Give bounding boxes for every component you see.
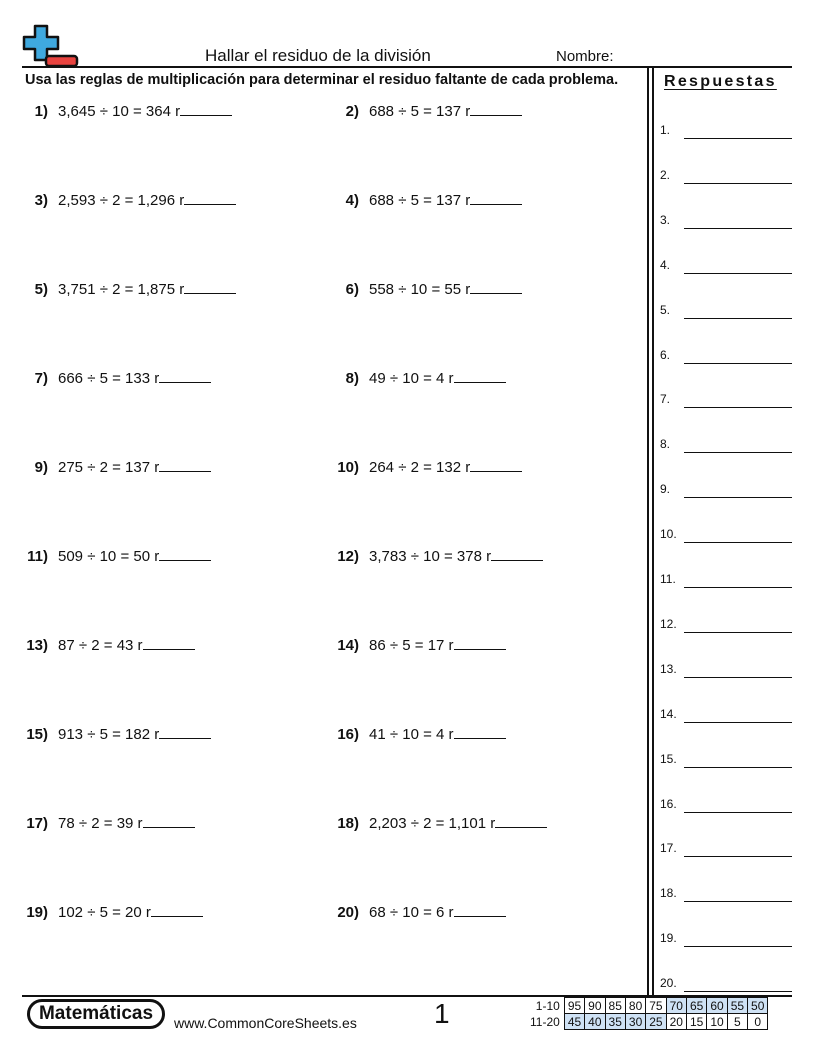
answer-line[interactable] [684,183,792,184]
answer-label: 7. [660,392,671,407]
answer-row [660,436,792,453]
score-cell: 5 [727,1014,747,1030]
problem-item [24,368,211,387]
score-row [527,1014,768,1030]
score-table [527,997,768,1030]
problem-expression: 102 ÷ 5 = 20 r [58,904,151,921]
remainder-blank[interactable] [143,635,195,650]
remainder-blank[interactable] [454,635,506,650]
score-cell: 95 [564,998,584,1014]
answer-row [660,975,792,992]
problem-item [24,813,195,832]
problem-item [335,546,543,565]
score-cell: 40 [585,1014,605,1030]
problem-number: 1) [34,103,48,120]
remainder-blank[interactable] [470,101,522,116]
answer-line[interactable] [684,542,792,543]
score-cell: 90 [585,998,605,1014]
problem-number: 5) [34,281,48,298]
answer-column-divider [647,66,649,996]
problem-item [335,190,522,209]
answer-label: 6. [660,347,671,362]
problem-item [24,902,203,921]
problem-number: 13) [26,637,48,654]
answer-line[interactable] [684,856,792,857]
top-divider [22,66,792,68]
score-cell: 70 [666,998,686,1014]
answers-title: Respuestas [664,73,777,90]
answer-line[interactable] [684,991,792,992]
brand-badge: Matemáticas [27,999,165,1029]
answer-row [660,212,792,229]
problem-number: 20) [337,904,359,921]
problem-expression: 509 ÷ 10 = 50 r [58,548,160,565]
answer-row [660,481,792,498]
problem-expression: 2,203 ÷ 2 = 1,101 r [369,815,496,832]
answer-column-divider [652,66,654,996]
answer-row [660,347,792,364]
instructions: Usa las reglas de multiplicación para determinar el residuo faltante de cada problema. [25,72,619,88]
answer-label: 11. [660,572,676,586]
answer-label: 3. [660,212,671,227]
answer-row [660,885,792,902]
answer-label: 14. [660,706,677,721]
answer-label: 5. [660,302,671,317]
score-cell: 80 [625,998,645,1014]
answer-label: 15. [660,751,677,766]
score-cell: 10 [707,1014,727,1030]
problem-number: 19) [26,904,48,921]
problem-expression: 3,783 ÷ 10 = 378 r [369,548,492,565]
remainder-blank[interactable] [159,724,211,739]
answer-row [660,796,792,813]
remainder-blank[interactable] [159,457,211,472]
answer-label: 2. [660,167,671,182]
score-row-label: 1-10 [535,998,560,1013]
problem-expression: 558 ÷ 10 = 55 r [369,281,471,298]
answer-line[interactable] [684,497,792,498]
problem-item [24,546,211,565]
answer-label: 4. [660,257,671,272]
problem-number: 4) [345,192,359,209]
problem-expression: 87 ÷ 2 = 43 r [58,637,143,654]
answer-label: 12. [660,616,677,631]
score-cell: 55 [727,998,747,1014]
problem-expression: 2,593 ÷ 2 = 1,296 r [58,192,185,209]
answer-label: 19. [660,931,677,946]
score-cell: 0 [748,1014,768,1030]
problem-item [24,724,211,743]
problem-item [24,279,236,298]
remainder-blank[interactable] [151,902,203,917]
problem-item [24,101,232,120]
answer-line[interactable] [684,407,792,408]
remainder-blank[interactable] [184,279,236,294]
problem-expression: 688 ÷ 5 = 137 r [369,103,471,120]
score-cell: 20 [666,1014,686,1030]
answer-row [660,571,792,588]
problem-item [335,279,522,298]
problem-number: 10) [337,459,359,476]
problem-expression: 78 ÷ 2 = 39 r [58,815,143,832]
problem-number: 2) [345,103,359,120]
problem-expression: 688 ÷ 5 = 137 r [369,192,471,209]
problem-number: 17) [26,815,48,832]
remainder-blank[interactable] [454,724,506,739]
answer-label: 17. [660,841,677,856]
remainder-blank[interactable] [470,457,522,472]
answer-label: 13. [660,661,677,676]
answer-label: 9. [660,482,671,497]
problem-expression: 275 ÷ 2 = 137 r [58,459,160,476]
problem-item [335,635,506,654]
remainder-blank[interactable] [470,190,522,205]
problem-expression: 666 ÷ 5 = 133 r [58,370,160,387]
problem-number: 7) [34,370,48,387]
answer-line[interactable] [684,767,792,768]
answer-label: 18. [660,886,677,901]
answer-line[interactable] [684,318,792,319]
problem-item [335,101,522,120]
answer-line[interactable] [684,138,792,139]
remainder-blank[interactable] [491,546,543,561]
answer-label: 16. [660,796,677,811]
answer-row [660,257,792,274]
problem-expression: 86 ÷ 5 = 17 r [369,637,454,654]
remainder-blank[interactable] [143,813,195,828]
remainder-blank[interactable] [184,190,236,205]
remainder-blank[interactable] [470,279,522,294]
problem-expression: 913 ÷ 5 = 182 r [58,726,160,743]
problem-number: 3) [34,192,48,209]
answer-row [660,706,792,723]
problem-expression: 264 ÷ 2 = 132 r [369,459,471,476]
page-number: 1 [434,998,450,1029]
score-cell: 30 [625,1014,645,1030]
problem-expression: 3,751 ÷ 2 = 1,875 r [58,281,185,298]
answer-label: 10. [660,527,677,542]
score-cell: 25 [646,1014,666,1030]
answer-line[interactable] [684,677,792,678]
remainder-blank[interactable] [180,101,232,116]
remainder-blank[interactable] [159,368,211,383]
answer-line[interactable] [684,901,792,902]
remainder-blank[interactable] [454,368,506,383]
remainder-blank[interactable] [159,546,211,561]
worksheet-title: Hallar el residuo de la división [205,46,431,65]
problem-item [24,457,211,476]
problem-number: 14) [337,637,359,654]
answer-line[interactable] [684,452,792,453]
plus-minus-logo-icon [22,24,80,68]
answer-line[interactable] [684,228,792,229]
problem-number: 15) [26,726,48,743]
answer-row [660,661,792,678]
problem-number: 12) [337,548,359,565]
problem-number: 16) [337,726,359,743]
name-label: Nombre: [556,48,614,65]
problem-number: 8) [345,370,359,387]
answer-label: 20. [660,976,677,991]
answer-row [660,751,792,768]
problem-number: 18) [337,815,359,832]
problem-expression: 41 ÷ 10 = 4 r [369,726,454,743]
problem-number: 11) [27,548,48,565]
answer-row [660,616,792,633]
problem-item [335,902,506,921]
problem-expression: 49 ÷ 10 = 4 r [369,370,454,387]
answer-row [660,391,792,408]
remainder-blank[interactable] [454,902,506,917]
answer-row [660,167,792,184]
answer-label: 1. [660,123,671,137]
score-cell: 15 [686,1014,706,1030]
answer-label: 8. [660,437,671,452]
problem-expression: 3,645 ÷ 10 = 364 r [58,103,181,120]
remainder-blank[interactable] [495,813,547,828]
answer-row [660,526,792,543]
score-cell: 45 [564,1014,584,1030]
problem-item [335,457,522,476]
answer-row [660,840,792,857]
answer-line[interactable] [684,273,792,274]
answer-row [660,122,792,139]
answer-line[interactable] [684,812,792,813]
score-row-label: 11-20 [530,1014,560,1029]
answer-row [660,302,792,319]
problem-item [335,368,506,387]
problem-expression: 68 ÷ 10 = 6 r [369,904,454,921]
problem-item [335,724,506,743]
problem-number: 9) [34,459,48,476]
score-cell: 85 [605,998,625,1014]
problem-item [335,813,547,832]
score-cell: 50 [748,998,768,1014]
score-cell: 75 [646,998,666,1014]
score-cell: 60 [707,998,727,1014]
answer-line[interactable] [684,722,792,723]
site-url: www.CommonCoreSheets.es [174,1015,357,1031]
answer-line[interactable] [684,632,792,633]
problem-number: 6) [345,281,359,298]
answer-line[interactable] [684,946,792,947]
score-cell: 65 [686,998,706,1014]
score-cell: 35 [605,1014,625,1030]
problem-item [24,635,195,654]
answer-line[interactable] [684,363,792,364]
score-row [527,998,768,1014]
answer-row [660,930,792,947]
problem-item [24,190,236,209]
answer-line[interactable] [684,587,792,588]
